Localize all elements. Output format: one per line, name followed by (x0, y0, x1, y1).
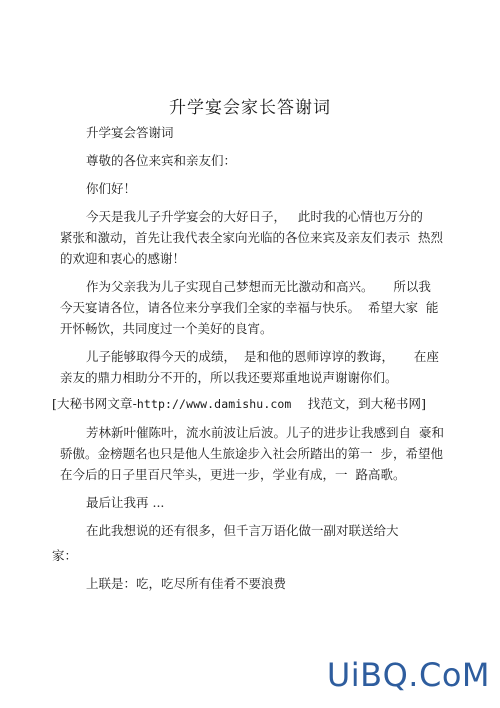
paragraph-thanks-line-2: 亲友的鼎力相助分不开的，所以我还要郑重地说声谢谢你们。 (60, 370, 398, 385)
paragraph-couplet-intro-line-1: 在此我想说的还有很多，但千言万语化做一副对联送给大 (86, 523, 399, 538)
paragraph-couplet-intro (60, 520, 448, 541)
greeting-hello: 你们好！ (86, 181, 137, 196)
paragraph-couplet-first: 上联是：吃，吃尽所有佳肴不要浪费 (86, 576, 287, 591)
source-link-url[interactable]: http://www.damishu.com (136, 397, 292, 411)
paragraph-welcome (60, 206, 448, 227)
paragraph-father-line-3: 开怀畅饮，共同度过一个美好的良宵。 (60, 321, 273, 336)
site-watermark: UiBQ.CoM (326, 656, 490, 694)
paragraph-thanks-line-1: 儿子能够取得今天的成绩， 是和他的恩师谆谆的教诲， 在座 (86, 349, 439, 364)
paragraph-progress-line-3: 在今后的日子里百尺竿头，更进一步，学业有成，一 路高歌。 (60, 467, 406, 482)
paragraph-couplet-intro-line-2: 家： (52, 548, 78, 563)
paragraph-thanks-cont (60, 367, 448, 388)
source-link-suffix: 找范文，到大秘书网] (291, 396, 427, 411)
paragraph-welcome-cont (60, 227, 448, 269)
paragraph-thanks (60, 346, 448, 367)
document-body (52, 122, 448, 601)
paragraph-progress-line-2: 骄傲。金榜题名也只是他人生旅途步入社会所踏出的第一 步，希望他 (60, 446, 443, 461)
paragraph-father-cont (60, 297, 448, 339)
paragraph-welcome-line-2: 紧张和激动，首先让我代表全家向光临的各位来宾及亲友们表示 热烈 (60, 230, 443, 245)
paragraph-progress-line-1: 芳林新叶催陈叶，流水前波让后波。儿子的进步让我感到自 豪和 (86, 425, 444, 440)
source-link-prefix: [大秘书网文章- (52, 396, 137, 411)
greeting-guests: 尊敬的各位来宾和亲友们： (86, 153, 237, 168)
paragraph-welcome-line-3: 的欢迎和衷心的感谢！ (60, 251, 186, 266)
paragraph-welcome-line-1: 今天是我儿子升学宴会的大好日子， 此时我的心情也万分的 (86, 209, 423, 224)
paragraph-father-line-1: 作为父亲我为儿子实现自己梦想而无比激动和高兴。 所以我 (86, 279, 431, 294)
paragraph-finally: 最后让我再 ... (86, 495, 165, 510)
paragraph-couplet-intro-cont (52, 545, 448, 566)
subtitle: 升学宴会答谢词 (86, 125, 174, 140)
source-link-line (52, 393, 448, 415)
paragraph-father-line-2: 今天宴请各位，请各位来分享我们全家的幸福与快乐。 希望大家 能 (60, 300, 439, 315)
paragraph-progress (60, 422, 448, 443)
paragraph-father (60, 276, 448, 297)
paragraph-progress-cont (60, 443, 448, 485)
document-title: 升学宴会家长答谢词 (169, 98, 331, 118)
